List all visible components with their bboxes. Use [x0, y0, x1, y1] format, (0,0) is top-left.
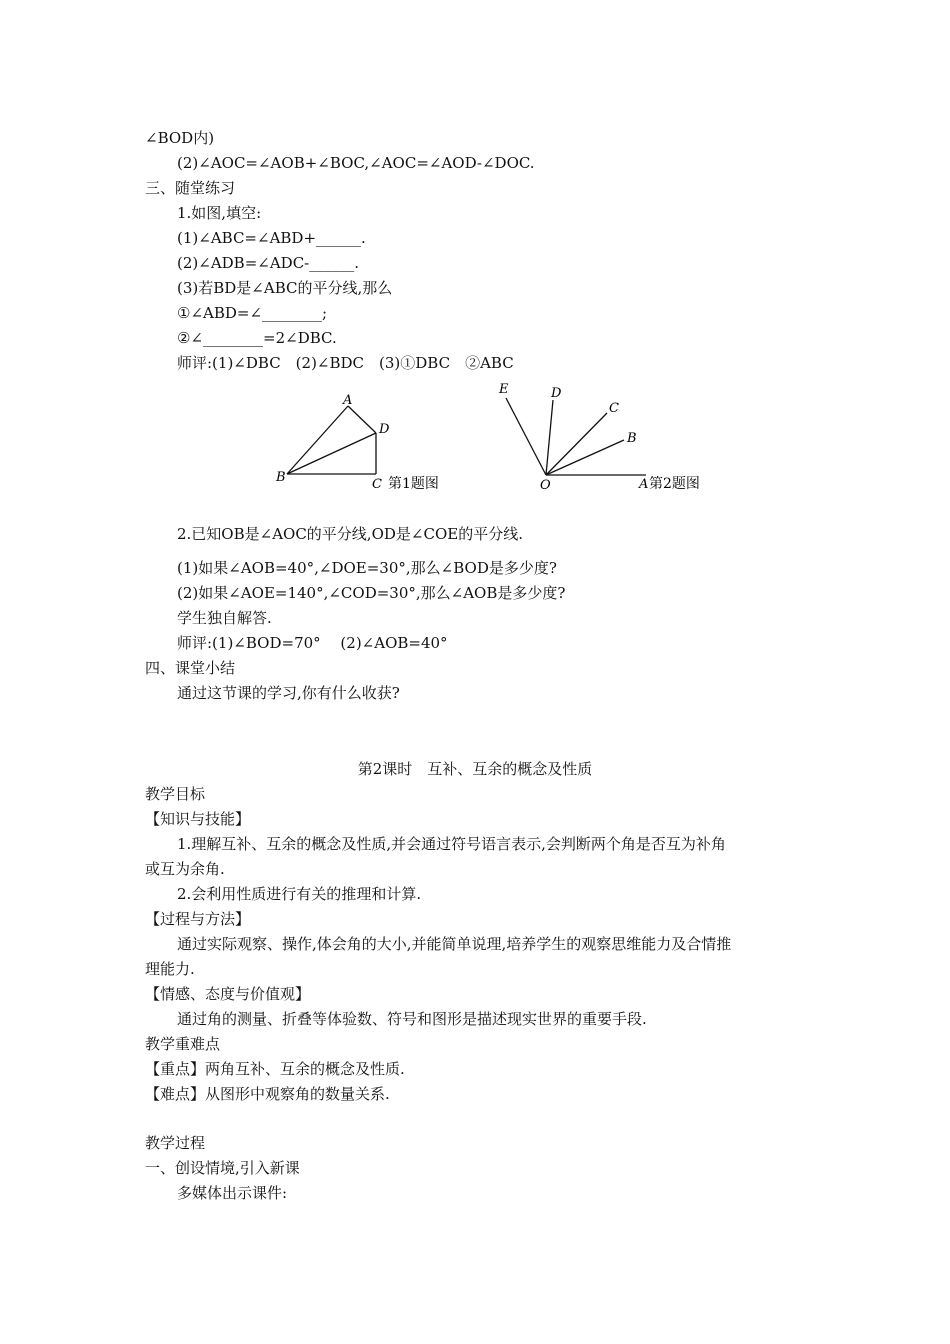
difficult-point: 【难点】从图形中观察角的数量关系. [145, 1085, 390, 1103]
label-C: C [609, 401, 619, 416]
label-D: D [379, 422, 390, 437]
text-line: 多媒体出示课件: [177, 1184, 288, 1202]
question-stem: 2.已知OB是∠AOC的平分线,OD是∠COE的平分线. [177, 525, 523, 543]
text-line: 通过这节课的学习,你有什么收获? [177, 684, 400, 702]
text-line: 通过角的测量、折叠等体验数、符号和图形是描述现实世界的重要手段. [177, 1010, 647, 1028]
subsection-heading: 【知识与技能】 [145, 810, 251, 828]
key-point: 【重点】两角互补、互余的概念及性质. [145, 1060, 405, 1078]
segment-AD [348, 406, 376, 433]
teacher-review: 师评:(1)∠DBC (2)∠BDC (3)①DBC ②ABC [177, 354, 514, 372]
label-B: B [627, 431, 637, 446]
figure-2 [490, 378, 720, 498]
text-line: 理能力. [145, 960, 195, 978]
text-line: ∠BOD内) [145, 129, 215, 147]
ray-OB [546, 440, 624, 475]
label-A: A [343, 393, 353, 408]
lesson-title: 第2课时 互补、互余的概念及性质 [357, 760, 593, 778]
segment-BD [287, 433, 376, 474]
figure-1-caption: 第1题图 [388, 476, 439, 492]
teacher-review: 师评:(1)∠BOD=70° (2)∠AOB=40° [177, 634, 448, 652]
segment-BA [287, 406, 348, 474]
section-heading: 三、随堂练习 [145, 179, 236, 197]
section-heading: 四、课堂小结 [145, 659, 236, 677]
figure-2-caption: 第2题图 [649, 476, 700, 492]
label-E: E [499, 382, 509, 397]
question-part: (1)如果∠AOB=40°,∠DOE=30°,那么∠BOD是多少度? [177, 559, 557, 577]
question-part: (2)∠ADB=∠ADC-______. [177, 254, 360, 272]
text-line: 通过实际观察、操作,体会角的大小,并能简单说理,培养学生的观察思维能力及合情推 [177, 935, 732, 953]
label-O: O [540, 478, 551, 493]
text-line: 或互为余角. [145, 860, 225, 878]
section-heading: 教学重难点 [145, 1035, 221, 1053]
subsection-heading: 【情感、态度与价值观】 [145, 985, 311, 1003]
subsection-heading: 【过程与方法】 [145, 910, 251, 928]
question-part: ②∠________=2∠DBC. [177, 329, 337, 347]
section-heading: 教学过程 [145, 1134, 206, 1152]
question-part: (1)∠ABC=∠ABD+______. [177, 229, 366, 247]
ray-OE [506, 398, 546, 475]
figure-1 [270, 388, 470, 498]
question-part: (3)若BD是∠ABC的平分线,那么 [177, 279, 393, 297]
question-stem: 1.如图,填空: [177, 204, 262, 222]
text-line: (2)∠AOC=∠AOB+∠BOC,∠AOC=∠AOD-∠DOC. [177, 154, 535, 172]
text-line: 1.理解互补、互余的概念及性质,并会通过符号语言表示,会判断两个角是否互为补角 [177, 835, 726, 853]
section-heading: 一、创设情境,引入新课 [145, 1159, 300, 1177]
label-A: A [639, 477, 649, 492]
label-D: D [551, 386, 562, 401]
question-part: ①∠ABD=∠________; [177, 304, 328, 322]
ray-OD [546, 400, 553, 475]
label-B: B [276, 470, 286, 485]
section-heading: 教学目标 [145, 785, 206, 803]
text-line: 学生独自解答. [177, 609, 272, 627]
question-part: (2)如果∠AOE=140°,∠COD=30°,那么∠AOB是多少度? [177, 584, 566, 602]
ray-OC [546, 413, 607, 475]
text-line: 2.会利用性质进行有关的推理和计算. [177, 885, 422, 903]
label-C: C [372, 477, 382, 492]
